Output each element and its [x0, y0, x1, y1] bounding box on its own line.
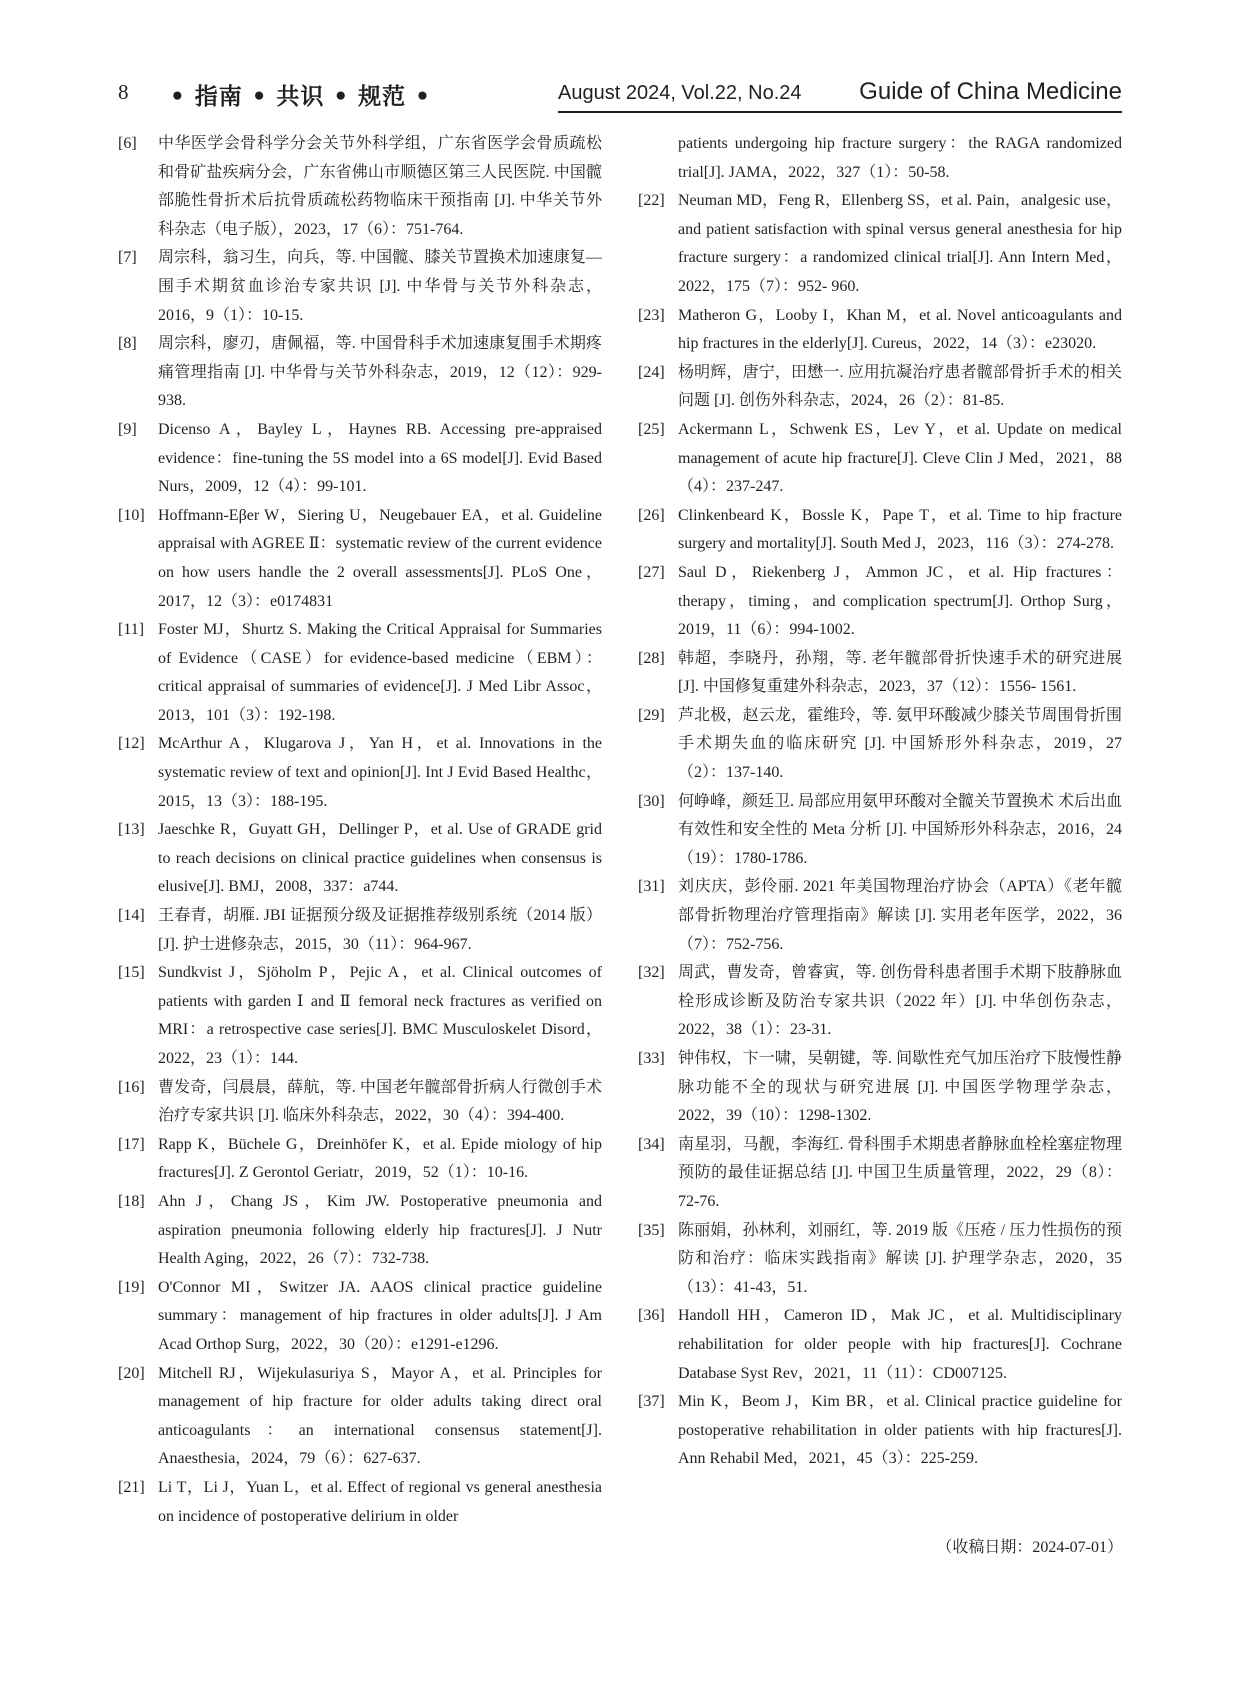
reference-item: [638, 1302, 1122, 1388]
reference-number: [24]: [638, 363, 665, 381]
reference-number: [12]: [118, 735, 145, 753]
reference-item: [638, 873, 1122, 959]
reference-number: [14]: [118, 907, 145, 925]
reference-text: McArthur A，Klugarova J，Yan H，et al. Innovations in the systematic review of text and opinion[J]. Int J Evid Based Healthc，2015，13（3）：188-195.: [158, 735, 602, 810]
reference-number: [16]: [118, 1078, 145, 1096]
reference-text: Min K，Beom J，Kim BR，et al. Clinical practice guideline for postoperative rehabilitation in older patients with hip fractures[J]. Ann Rehabil Med，2021，45（3）：225-259.: [678, 1393, 1122, 1468]
reference-item: [118, 902, 602, 959]
reference-item: [638, 187, 1122, 301]
reference-text: 周武，曹发奇，曾睿寅，等. 创伤骨科患者围手术期下肢静脉血栓形成诊断及防治专家共识（2022 年）[J]. 中华创伤杂志，2022，38（1）：23-31.: [678, 964, 1122, 1039]
reference-item: [118, 130, 602, 244]
reference-text: Ackermann L，Schwenk ES，Lev Y，et al. Update on medical management of acute hip fracture[J]. Cleve Clin J Med，2021，88（4）：237-247.: [678, 420, 1122, 496]
reference-number: [37]: [638, 1393, 665, 1411]
reference-text: 曹发奇，闫晨晨，薛航，等. 中国老年髋部骨折病人行微创手术治疗专家共识 [J]. 临床外科杂志，2022，30（4）：394-400.: [158, 1078, 602, 1125]
received-date: （收稿日期：2024-07-01）: [936, 1539, 1123, 1556]
reference-item: [638, 1045, 1122, 1131]
reference-number: [6]: [118, 135, 137, 152]
reference-item: [638, 559, 1122, 645]
reference-text: Matheron G，Looby I，Khan M，et al. Novel anticoagulants and hip fractures in the elderly[J]. Cureus，2022，14（3）：e23020.: [678, 306, 1122, 353]
reference-item: [638, 1217, 1122, 1303]
reference-number: [11]: [118, 621, 145, 639]
reference-text: Saul D，Riekenberg J，Ammon JC，et al. Hip fractures：therapy，timing，and complication spectrum[J]. Orthop Surg，2019，11（6）：994-1002.: [678, 563, 1122, 639]
reference-text: 韩超，李晓丹，孙翔，等. 老年髋部骨折快速手术的研究进展 [J]. 中国修复重建外科杂志，2023，37（12）：1556- 1561.: [678, 649, 1122, 696]
reference-text: 陈丽娟，孙林利，刘丽红，等. 2019 版《压疮 / 压力性损伤的预防和治疗：临床实践指南》解读 [J]. 护理学杂志，2020，35（13）：41-43，51.: [678, 1221, 1122, 1296]
header-rule: [558, 111, 1122, 113]
reference-item: [118, 1074, 602, 1131]
reference-item: [118, 416, 602, 502]
reference-item: [638, 416, 1122, 502]
reference-number: [29]: [638, 706, 665, 724]
reference-number: [26]: [638, 506, 665, 524]
reference-item: [638, 645, 1122, 702]
reference-number: [27]: [638, 563, 665, 581]
reference-text: 芦北极，赵云龙，霍维玲，等. 氨甲环酸减少膝关节周围骨折围手术期失血的临床研究 [J]. 中国矫形外科杂志，2019，27（2）：137-140.: [678, 706, 1122, 782]
reference-number: [15]: [118, 964, 145, 982]
section-title: • 指南 • 共识 • 规范 •: [170, 84, 431, 110]
reference-text: Sundkvist J，Sjöholm P，Pejic A，et al. Clinical outcomes of patients with garden Ⅰ and Ⅱ femoral neck fractures as verified on MRI：a retrospective case series[J]. BMC Musculoskelet Disord，2022，23（1）：144.: [158, 964, 602, 1067]
reference-text: Neuman MD，Feng R，Ellenberg SS，et al. Pain，analgesic use，and patient satisfaction with spinal versus general anesthesia for hip fracture surgery：a randomized clinical trial[J]. Ann Intern Med，2022，175（7）：952- 960.: [678, 192, 1122, 295]
reference-number: [22]: [638, 192, 665, 210]
reference-text: 何峥峰，颜廷卫. 局部应用氨甲环酸对全髋关节置换术 术后出血有效性和安全性的 Meta 分析 [J]. 中国矫形外科杂志，2016，24（19）：1780-1786.: [678, 792, 1123, 867]
reference-text: Rapp K，Büchele G，Dreinhöfer K，et al. Epide miology of hip fractures[J]. Z Gerontol Geriatr，2019，52（1）：10-16.: [158, 1135, 602, 1182]
reference-number: [10]: [118, 506, 145, 524]
reference-text: 中华医学会骨科学分会关节外科学组，广东省医学会骨质疏松和骨矿盐疾病分会，广东省佛山市顺德区第三人民医院. 中国髋部脆性骨折术后抗骨质疏松药物临床干预指南 [J]. 中华关节外科杂志（电子版），2023，17（6）：751-764.: [158, 135, 602, 238]
reference-item: [118, 502, 602, 616]
reference-item: [638, 959, 1122, 1045]
reference-item: [118, 1360, 602, 1474]
reference-item: [118, 816, 602, 902]
reference-item: [638, 502, 1122, 559]
issue-info: August 2024, Vol.22, No.24: [558, 82, 802, 104]
reference-item: [118, 1188, 602, 1274]
reference-item: [118, 959, 602, 1073]
right-column: [638, 130, 1122, 1474]
reference-number: [13]: [118, 821, 145, 839]
reference-text: 钟伟权，卞一啸，吴朝键，等. 间歇性充气加压治疗下肢慢性静脉功能不全的现状与研究进展 [J]. 中国医学物理学杂志，2022，39（10）：1298-1302.: [678, 1050, 1122, 1125]
reference-text: 王春青，胡雁. JBI 证据预分级及证据推荐级别系统（2014 版）[J]. 护士进修杂志，2015，30（11）：964-967.: [158, 907, 602, 953]
reference-item: [118, 730, 602, 816]
reference-text: Jaeschke R，Guyatt GH，Dellinger P，et al. Use of GRADE grid to reach decisions on clinical practice guidelines when consensus is elusive[J]. BMJ，2008，337：a744.: [158, 821, 602, 896]
reference-item: [118, 1274, 602, 1360]
reference-item: [118, 1474, 602, 1531]
page-number: 8: [118, 80, 129, 104]
reference-number: [28]: [638, 649, 665, 667]
reference-text: 周宗科，廖刃，唐佩福，等. 中国骨科手术加速康复围手术期疼痛管理指南 [J]. 中华骨与关节外科杂志，2019，12（12）：929-938.: [158, 335, 602, 410]
reference-item: [118, 616, 602, 730]
reference-item: [118, 1131, 602, 1188]
reference-number: [30]: [638, 792, 665, 810]
reference-text: Dicenso A，Bayley L，Haynes RB. Accessing pre-appraised evidence：fine-tuning the 5S model into a 6S model[J]. Evid Based Nurs，2009，12（4）：99-101.: [158, 420, 602, 496]
reference-text: Ahn J，Chang JS，Kim JW. Postoperative pneumonia and aspiration pneumonia following elderly hip fractures[J]. J Nutr Health Aging，2022，26（7）：732-738.: [158, 1192, 602, 1268]
reference-text: 周宗科，翁习生，向兵，等. 中国髋、膝关节置换术加速康复—围手术期贫血诊治专家共识 [J]. 中华骨与关节外科杂志，2016，9（1）：10-15.: [158, 249, 602, 324]
reference-number: [8]: [118, 335, 137, 353]
reference-item: [638, 359, 1122, 416]
reference-number: [25]: [638, 420, 665, 438]
reference-number: [33]: [638, 1050, 665, 1067]
reference-item: [638, 1388, 1122, 1474]
page-header: [118, 76, 1122, 110]
reference-number: [19]: [118, 1278, 145, 1296]
reference-continuation: patients undergoing hip fracture surgery：the RAGA randomized trial[J]. JAMA，2022，327（1）：50-58.: [678, 135, 1122, 181]
reference-text: 南星羽，马靓，李海红. 骨科围手术期患者静脉血栓栓塞症物理预防的最佳证据总结 [J]. 中国卫生质量管理，2022，29（8）：72-76.: [678, 1135, 1122, 1210]
reference-item: [638, 1131, 1122, 1217]
reference-number: [23]: [638, 306, 665, 324]
reference-text: 杨明辉，唐宁，田懋一. 应用抗凝治疗患者髋部骨折手术的相关问题 [J]. 创伤外科杂志，2024，26（2）：81-85.: [678, 363, 1122, 410]
left-column: [118, 130, 602, 1531]
reference-text: Foster MJ，Shurtz S. Making the Critical Appraisal for Summaries of Evidence（CASE）for evidence-based medicine（EBM）：critical appraisal of summaries of evidence[J]. J Med Libr Assoc，2013，101（3）：192-198.: [158, 621, 602, 724]
reference-number: [36]: [638, 1307, 665, 1325]
reference-number: [18]: [118, 1192, 145, 1210]
reference-text: 刘庆庆，彭伶丽. 2021 年美国物理治疗协会（APTA）《老年髋部骨折物理治疗管理指南》解读 [J]. 实用老年医学，2022，36（7）：752-756.: [678, 878, 1122, 953]
reference-number: [20]: [118, 1364, 145, 1382]
reference-text: Clinkenbeard K，Bossle K，Pape T，et al. Time to hip fracture surgery and mortality[J]. South Med J，2023，116（3）：274-278.: [678, 506, 1122, 553]
reference-item: [638, 302, 1122, 359]
reference-number: [21]: [118, 1478, 145, 1496]
reference-number: [17]: [118, 1135, 145, 1153]
reference-item: [638, 788, 1122, 874]
reference-text: Handoll HH，Cameron ID，Mak JC，et al. Multidisciplinary rehabilitation for older people with hip fractures[J]. Cochrane Database Syst Rev，2021，11（11）：CD007125.: [678, 1307, 1122, 1382]
journal-name: Guide of China Medicine: [859, 78, 1122, 105]
reference-item: [118, 244, 602, 330]
reference-number: [35]: [638, 1221, 665, 1239]
reference-number: [34]: [638, 1135, 665, 1153]
reference-text: O'Connor MI，Switzer JA. AAOS clinical practice guideline summary：management of hip fractures in older adults[J]. J Am Acad Orthop Surg，2022，30（20）：e1291-e1296.: [158, 1278, 602, 1353]
reference-text: Mitchell RJ，Wijekulasuriya S，Mayor A，et al. Principles for management of hip fracture for older adults taking direct oral anticoagulants：an international consensus statement[J]. Anaesthesia，2024，79（6）：627-637.: [158, 1364, 602, 1468]
reference-item: [118, 330, 602, 416]
reference-text: Hoffmann-Eβer W，Siering U，Neugebauer EA，et al. Guideline appraisal with AGREE Ⅱ：systematic review of the current evidence on how users handle the 2 overall assessments[J]. PLoS One，2017，12（3）：e0174831: [158, 506, 602, 610]
reference-number: [32]: [638, 964, 665, 982]
reference-number: [9]: [118, 420, 137, 438]
reference-number: [7]: [118, 249, 137, 267]
reference-text: Li T，Li J，Yuan L，et al. Effect of regional vs general anesthesia on incidence of postoperative delirium in older: [158, 1478, 602, 1525]
reference-item: [638, 702, 1122, 788]
reference-number: [31]: [638, 878, 665, 896]
